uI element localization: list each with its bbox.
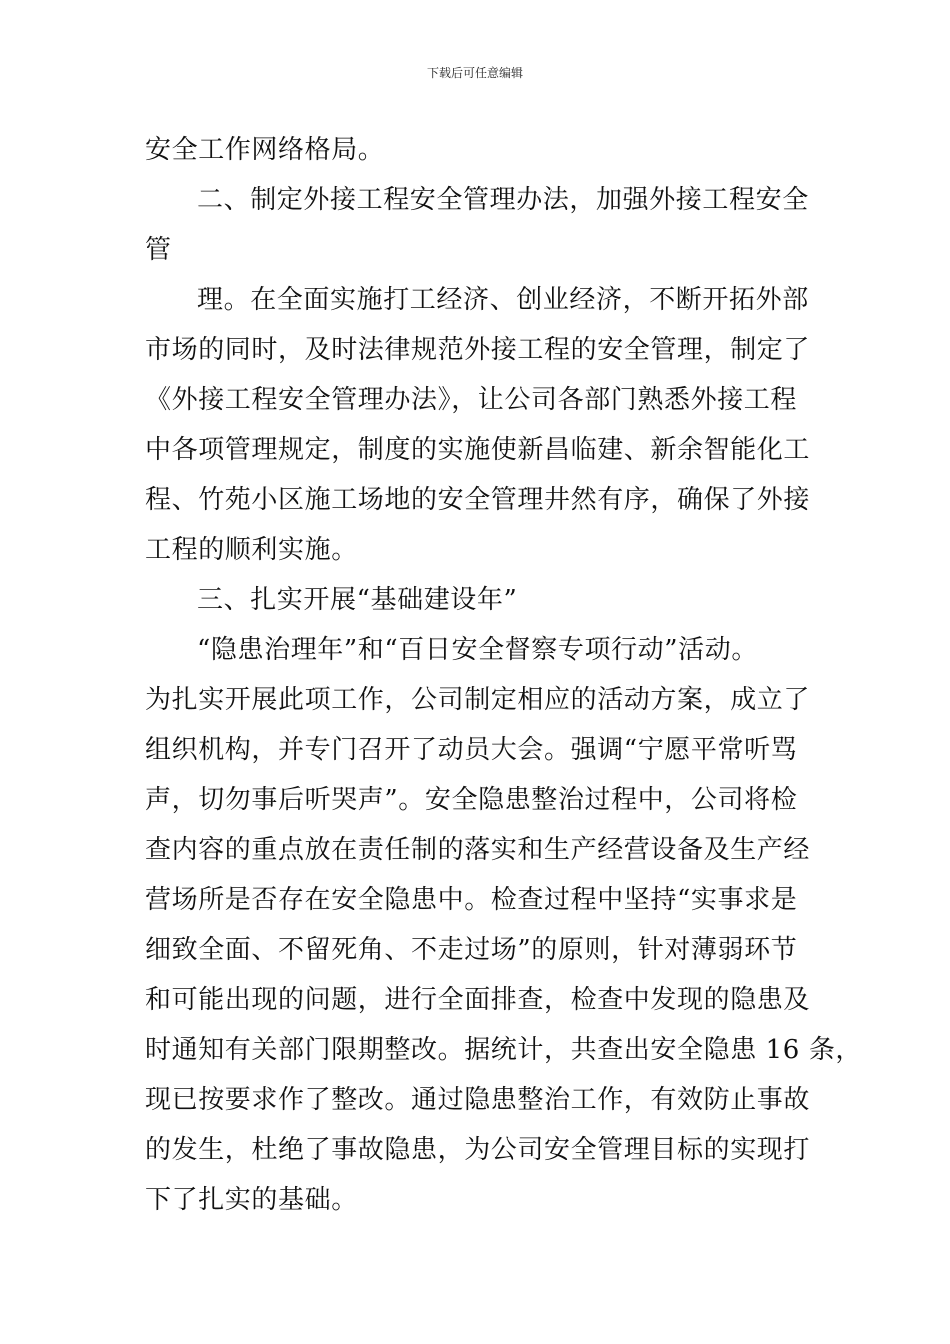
- text-line: 组织机构，并专门召开了动员大会。强调“宁愿平常听骂: [145, 735, 798, 765]
- text-line: 营场所是否存在安全隐患中。检查过程中坚持“实事求是: [145, 885, 798, 915]
- text-line: 下了扎实的基础。: [145, 1185, 358, 1215]
- section-heading: 三、扎实开展“基础建设年”: [197, 585, 518, 615]
- text-line: 管: [145, 235, 172, 265]
- text-line: 程、竹苑小区施工场地的安全管理井然有序，确保了外接: [145, 485, 811, 515]
- text-line: 工程的顺利实施。: [145, 535, 358, 565]
- text-line: 声，切勿事后听哭声”。安全隐患整治过程中，公司将检: [145, 785, 798, 815]
- text-line: 市场的同时，及时法律规范外接工程的安全管理，制定了: [145, 335, 811, 365]
- text-line: 的发生，杜绝了事故隐患，为公司安全管理目标的实现打: [145, 1135, 811, 1165]
- section-heading: 二、制定外接工程安全管理办法，加强外接工程安全: [197, 185, 809, 215]
- text-line: 现已按要求作了整改。通过隐患整治工作，有效防止事故: [145, 1085, 811, 1115]
- text-line: “隐患治理年”和“百日安全督察专项行动”活动。: [197, 635, 758, 665]
- page-header: 下载后可任意编辑: [426, 66, 523, 80]
- text-line: 细致全面、不留死角、不走过场”的原则，针对薄弱环节: [145, 935, 798, 965]
- text-line: 理。在全面实施打工经济、创业经济，不断开拓外部: [197, 285, 809, 315]
- text-line: 《外接工程安全管理办法》，让公司各部门熟悉外接工程: [145, 385, 798, 415]
- text-line: 查内容的重点放在责任制的落实和生产经营设备及生产经: [145, 835, 811, 865]
- text-line: 时通知有关部门限期整改。据统计，共查出安全隐患 16 条，: [145, 1035, 863, 1065]
- text-line: 和可能出现的问题，进行全面排查，检查中发现的隐患及: [145, 985, 811, 1015]
- text-line: 为扎实开展此项工作，公司制定相应的活动方案，成立了: [145, 685, 811, 715]
- text-line: 中各项管理规定，制度的实施使新昌临建、新余智能化工: [145, 435, 811, 465]
- text-line: 安全工作网络格局。: [145, 135, 385, 165]
